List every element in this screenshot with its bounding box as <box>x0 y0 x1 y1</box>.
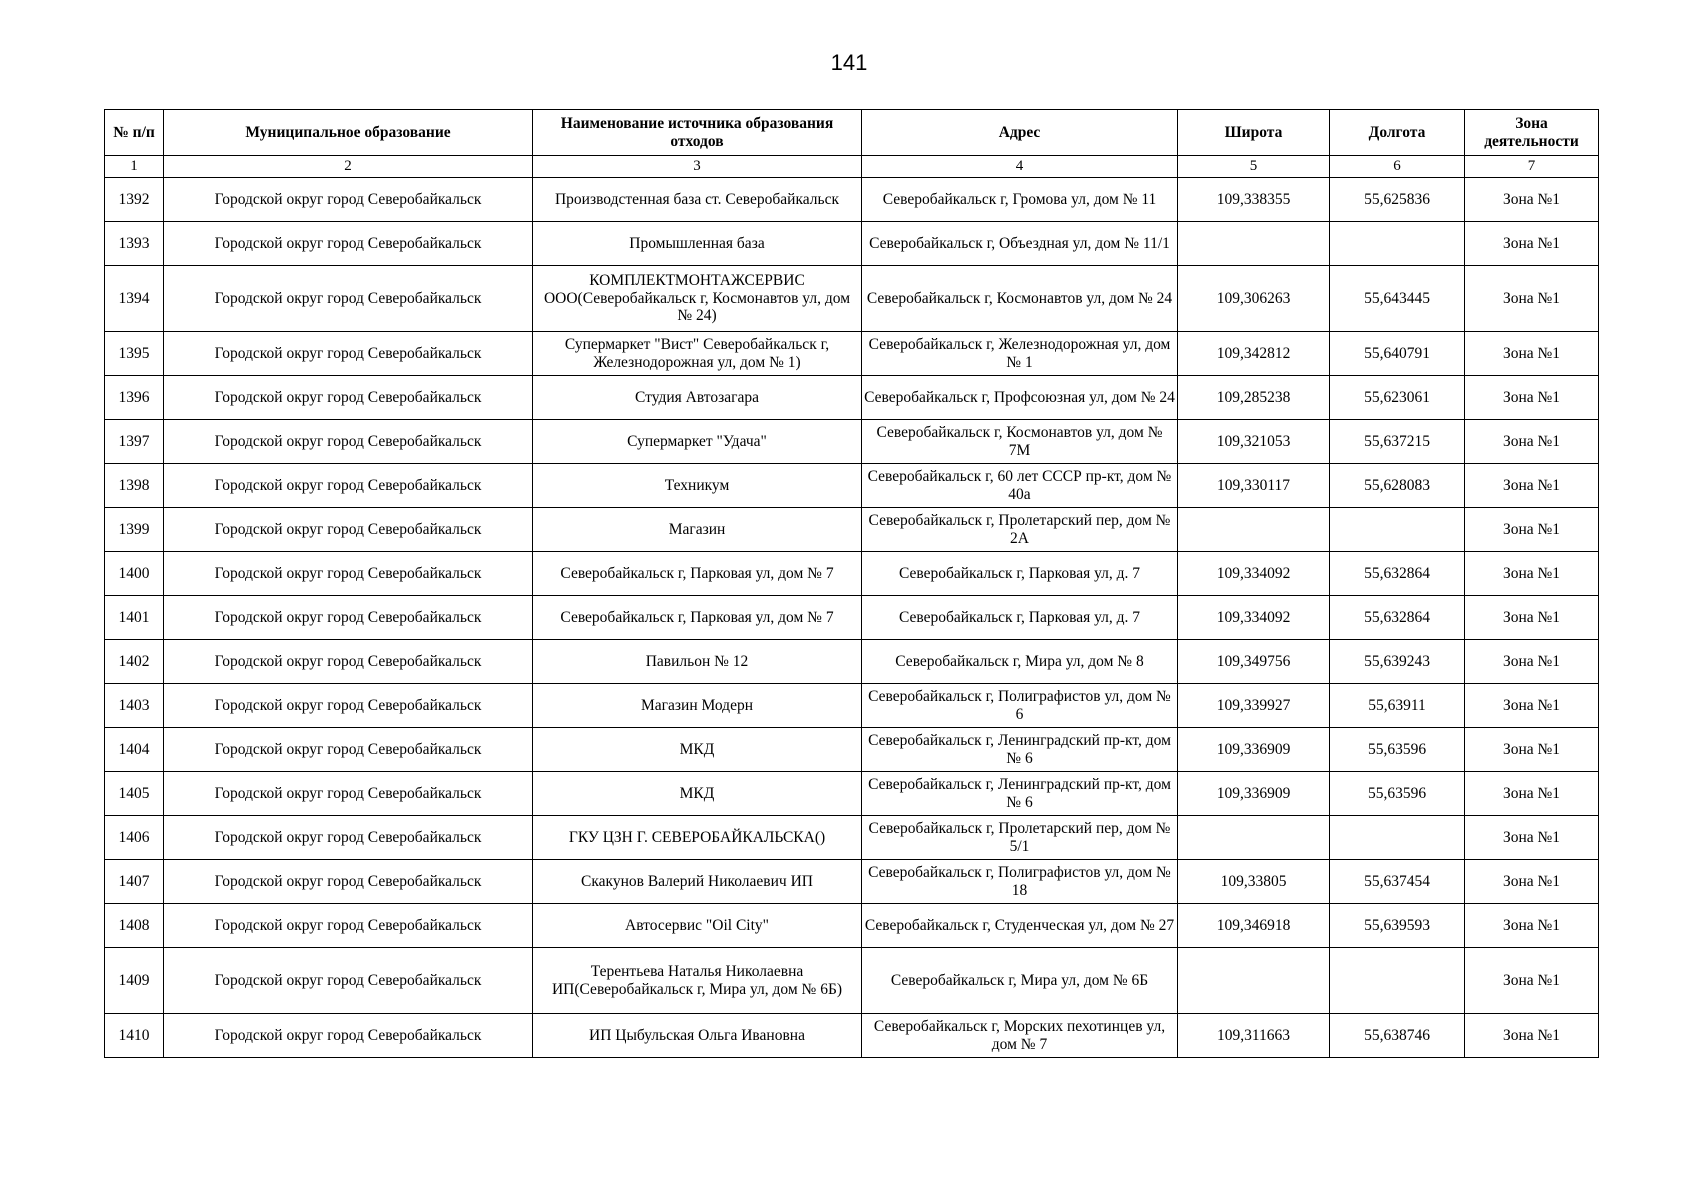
cell-number: 1398 <box>105 464 164 508</box>
table-row <box>105 552 1599 596</box>
cell-municipality: Городской округ город Северобайкальск <box>164 596 533 640</box>
cell-longitude: 55,625836 <box>1330 178 1465 222</box>
cell-municipality: Городской округ город Северобайкальск <box>164 684 533 728</box>
cell-source-name: Супермаркет "Вист" Северобайкальск г, Железнодорожная ул, дом № 1) <box>533 332 862 376</box>
cell-number: 1410 <box>105 1014 164 1058</box>
cell-latitude: 109,33805 <box>1178 860 1330 904</box>
cell-number: 1403 <box>105 684 164 728</box>
cell-zone: Зона №1 <box>1465 684 1599 728</box>
cell-longitude: 55,640791 <box>1330 332 1465 376</box>
cell-longitude: 55,638746 <box>1330 1014 1465 1058</box>
cell-municipality: Городской округ город Северобайкальск <box>164 178 533 222</box>
cell-zone: Зона №1 <box>1465 904 1599 948</box>
cell-municipality: Городской округ город Северобайкальск <box>164 420 533 464</box>
header-number: № п/п <box>105 110 164 156</box>
header-municipality: Муниципальное образование <box>164 110 533 156</box>
cell-zone: Зона №1 <box>1465 332 1599 376</box>
cell-number: 1402 <box>105 640 164 684</box>
cell-latitude: 109,330117 <box>1178 464 1330 508</box>
cell-zone: Зона №1 <box>1465 728 1599 772</box>
header-zone: Зона деятельности <box>1465 110 1599 156</box>
cell-number: 1404 <box>105 728 164 772</box>
cell-source-name: Павильон № 12 <box>533 640 862 684</box>
cell-address: Северобайкальск г, Объездная ул, дом № 11/1 <box>862 222 1178 266</box>
cell-zone: Зона №1 <box>1465 464 1599 508</box>
cell-source-name: Скакунов Валерий Николаевич ИП <box>533 860 862 904</box>
header-latitude: Широта <box>1178 110 1330 156</box>
table-row <box>105 420 1599 464</box>
cell-address: Северобайкальск г, Ленинградский пр-кт, дом № 6 <box>862 772 1178 816</box>
table-row <box>105 332 1599 376</box>
cell-address: Северобайкальск г, Полиграфистов ул, дом № 6 <box>862 684 1178 728</box>
table-body <box>105 178 1599 1058</box>
cell-address: Северобайкальск г, Пролетарский пер, дом № 5/1 <box>862 816 1178 860</box>
cell-number: 1400 <box>105 552 164 596</box>
table-row <box>105 222 1599 266</box>
cell-number: 1406 <box>105 816 164 860</box>
header-longitude: Долгота <box>1330 110 1465 156</box>
cell-source-name: Производстенная база ст. Северобайкальск <box>533 178 862 222</box>
cell-municipality: Городской округ город Северобайкальск <box>164 1014 533 1058</box>
column-number-row <box>105 156 1599 178</box>
cell-latitude: 109,339927 <box>1178 684 1330 728</box>
cell-number: 1407 <box>105 860 164 904</box>
column-number: 5 <box>1178 156 1330 178</box>
cell-municipality: Городской округ город Северобайкальск <box>164 464 533 508</box>
cell-zone: Зона №1 <box>1465 948 1599 1014</box>
cell-zone: Зона №1 <box>1465 222 1599 266</box>
table-row <box>105 376 1599 420</box>
table-row <box>105 640 1599 684</box>
cell-zone: Зона №1 <box>1465 508 1599 552</box>
cell-municipality: Городской округ город Северобайкальск <box>164 508 533 552</box>
cell-source-name: Студия Автозагара <box>533 376 862 420</box>
cell-longitude <box>1330 816 1465 860</box>
cell-latitude: 109,338355 <box>1178 178 1330 222</box>
column-number: 2 <box>164 156 533 178</box>
table-row <box>105 508 1599 552</box>
cell-longitude: 55,637454 <box>1330 860 1465 904</box>
cell-address: Северобайкальск г, Ленинградский пр-кт, дом № 6 <box>862 728 1178 772</box>
cell-longitude <box>1330 508 1465 552</box>
cell-latitude <box>1178 508 1330 552</box>
cell-zone: Зона №1 <box>1465 178 1599 222</box>
cell-address: Северобайкальск г, Студенческая ул, дом № 27 <box>862 904 1178 948</box>
cell-latitude: 109,321053 <box>1178 420 1330 464</box>
cell-source-name: Терентьева Наталья Николаевна ИП(Северобайкальск г, Мира ул, дом № 6Б) <box>533 948 862 1014</box>
cell-latitude: 109,285238 <box>1178 376 1330 420</box>
cell-address: Северобайкальск г, Громова ул, дом № 11 <box>862 178 1178 222</box>
cell-latitude: 109,306263 <box>1178 266 1330 332</box>
table-row <box>105 816 1599 860</box>
table-row <box>105 728 1599 772</box>
cell-address: Северобайкальск г, Космонавтов ул, дом № 7М <box>862 420 1178 464</box>
cell-latitude: 109,334092 <box>1178 596 1330 640</box>
table-header-row <box>105 110 1599 156</box>
cell-municipality: Городской округ город Северобайкальск <box>164 860 533 904</box>
cell-source-name: Супермаркет "Удача" <box>533 420 862 464</box>
cell-zone: Зона №1 <box>1465 1014 1599 1058</box>
cell-latitude <box>1178 948 1330 1014</box>
cell-longitude: 55,637215 <box>1330 420 1465 464</box>
cell-latitude: 109,349756 <box>1178 640 1330 684</box>
column-number: 3 <box>533 156 862 178</box>
table-row <box>105 596 1599 640</box>
header-source-name: Наименование источника образования отходов <box>533 110 862 156</box>
cell-longitude: 55,643445 <box>1330 266 1465 332</box>
cell-source-name: МКД <box>533 772 862 816</box>
cell-zone: Зона №1 <box>1465 420 1599 464</box>
cell-municipality: Городской округ город Северобайкальск <box>164 222 533 266</box>
table-row <box>105 948 1599 1014</box>
cell-number: 1394 <box>105 266 164 332</box>
cell-longitude: 55,63596 <box>1330 772 1465 816</box>
cell-source-name: Магазин Модерн <box>533 684 862 728</box>
table-row <box>105 178 1599 222</box>
cell-number: 1408 <box>105 904 164 948</box>
cell-longitude: 55,639593 <box>1330 904 1465 948</box>
cell-source-name: ИП Цыбульская Ольга Ивановна <box>533 1014 862 1058</box>
cell-longitude: 55,623061 <box>1330 376 1465 420</box>
cell-longitude: 55,632864 <box>1330 596 1465 640</box>
cell-source-name: Северобайкальск г, Парковая ул, дом № 7 <box>533 596 862 640</box>
cell-address: Северобайкальск г, Парковая ул, д. 7 <box>862 552 1178 596</box>
cell-source-name: КОМПЛЕКТМОНТАЖСЕРВИС ООО(Северобайкальск г, Космонавтов ул, дом № 24) <box>533 266 862 332</box>
cell-latitude: 109,334092 <box>1178 552 1330 596</box>
cell-number: 1399 <box>105 508 164 552</box>
cell-address: Северобайкальск г, 60 лет СССР пр-кт, дом № 40а <box>862 464 1178 508</box>
cell-zone: Зона №1 <box>1465 772 1599 816</box>
table-row <box>105 684 1599 728</box>
cell-municipality: Городской округ город Северобайкальск <box>164 640 533 684</box>
table-row <box>105 266 1599 332</box>
cell-latitude: 109,336909 <box>1178 772 1330 816</box>
cell-municipality: Городской округ город Северобайкальск <box>164 948 533 1014</box>
cell-address: Северобайкальск г, Полиграфистов ул, дом № 18 <box>862 860 1178 904</box>
cell-zone: Зона №1 <box>1465 266 1599 332</box>
cell-address: Северобайкальск г, Профсоюзная ул, дом № 24 <box>862 376 1178 420</box>
cell-source-name: Техникум <box>533 464 862 508</box>
cell-number: 1409 <box>105 948 164 1014</box>
cell-longitude: 55,63911 <box>1330 684 1465 728</box>
page-number: 141 <box>830 50 868 75</box>
table-row <box>105 464 1599 508</box>
table-row <box>105 860 1599 904</box>
table-row <box>105 772 1599 816</box>
cell-longitude: 55,632864 <box>1330 552 1465 596</box>
cell-municipality: Городской округ город Северобайкальск <box>164 332 533 376</box>
cell-longitude: 55,628083 <box>1330 464 1465 508</box>
waste-source-table <box>104 109 1599 1058</box>
cell-zone: Зона №1 <box>1465 596 1599 640</box>
cell-longitude <box>1330 222 1465 266</box>
cell-number: 1395 <box>105 332 164 376</box>
cell-address: Северобайкальск г, Мира ул, дом № 6Б <box>862 948 1178 1014</box>
cell-address: Северобайкальск г, Парковая ул, д. 7 <box>862 596 1178 640</box>
cell-latitude <box>1178 816 1330 860</box>
cell-longitude: 55,639243 <box>1330 640 1465 684</box>
cell-zone: Зона №1 <box>1465 860 1599 904</box>
table-row <box>105 904 1599 948</box>
cell-municipality: Городской округ город Северобайкальск <box>164 376 533 420</box>
cell-source-name: Автосервис "Oil City" <box>533 904 862 948</box>
cell-number: 1405 <box>105 772 164 816</box>
cell-number: 1397 <box>105 420 164 464</box>
column-number: 6 <box>1330 156 1465 178</box>
cell-address: Северобайкальск г, Железнодорожная ул, дом № 1 <box>862 332 1178 376</box>
cell-number: 1401 <box>105 596 164 640</box>
column-number: 1 <box>105 156 164 178</box>
cell-number: 1393 <box>105 222 164 266</box>
cell-municipality: Городской округ город Северобайкальск <box>164 552 533 596</box>
cell-number: 1392 <box>105 178 164 222</box>
cell-municipality: Городской округ город Северобайкальск <box>164 904 533 948</box>
cell-zone: Зона №1 <box>1465 816 1599 860</box>
cell-latitude: 109,346918 <box>1178 904 1330 948</box>
cell-municipality: Городской округ город Северобайкальск <box>164 772 533 816</box>
cell-address: Северобайкальск г, Пролетарский пер, дом № 2А <box>862 508 1178 552</box>
cell-longitude: 55,63596 <box>1330 728 1465 772</box>
cell-latitude: 109,336909 <box>1178 728 1330 772</box>
cell-municipality: Городской округ город Северобайкальск <box>164 816 533 860</box>
cell-address: Северобайкальск г, Космонавтов ул, дом № 24 <box>862 266 1178 332</box>
column-number: 7 <box>1465 156 1599 178</box>
header-address: Адрес <box>862 110 1178 156</box>
cell-municipality: Городской округ город Северобайкальск <box>164 728 533 772</box>
cell-latitude: 109,342812 <box>1178 332 1330 376</box>
cell-zone: Зона №1 <box>1465 552 1599 596</box>
cell-number: 1396 <box>105 376 164 420</box>
cell-source-name: Магазин <box>533 508 862 552</box>
cell-zone: Зона №1 <box>1465 376 1599 420</box>
cell-latitude: 109,311663 <box>1178 1014 1330 1058</box>
cell-latitude <box>1178 222 1330 266</box>
cell-municipality: Городской округ город Северобайкальск <box>164 266 533 332</box>
cell-source-name: Северобайкальск г, Парковая ул, дом № 7 <box>533 552 862 596</box>
cell-longitude <box>1330 948 1465 1014</box>
cell-source-name: МКД <box>533 728 862 772</box>
cell-source-name: Промышленная база <box>533 222 862 266</box>
column-number: 4 <box>862 156 1178 178</box>
table-row <box>105 1014 1599 1058</box>
cell-address: Северобайкальск г, Мира ул, дом № 8 <box>862 640 1178 684</box>
cell-source-name: ГКУ ЦЗН Г. СЕВЕРОБАЙКАЛЬСКА() <box>533 816 862 860</box>
cell-zone: Зона №1 <box>1465 640 1599 684</box>
cell-address: Северобайкальск г, Морских пехотинцев ул, дом № 7 <box>862 1014 1178 1058</box>
